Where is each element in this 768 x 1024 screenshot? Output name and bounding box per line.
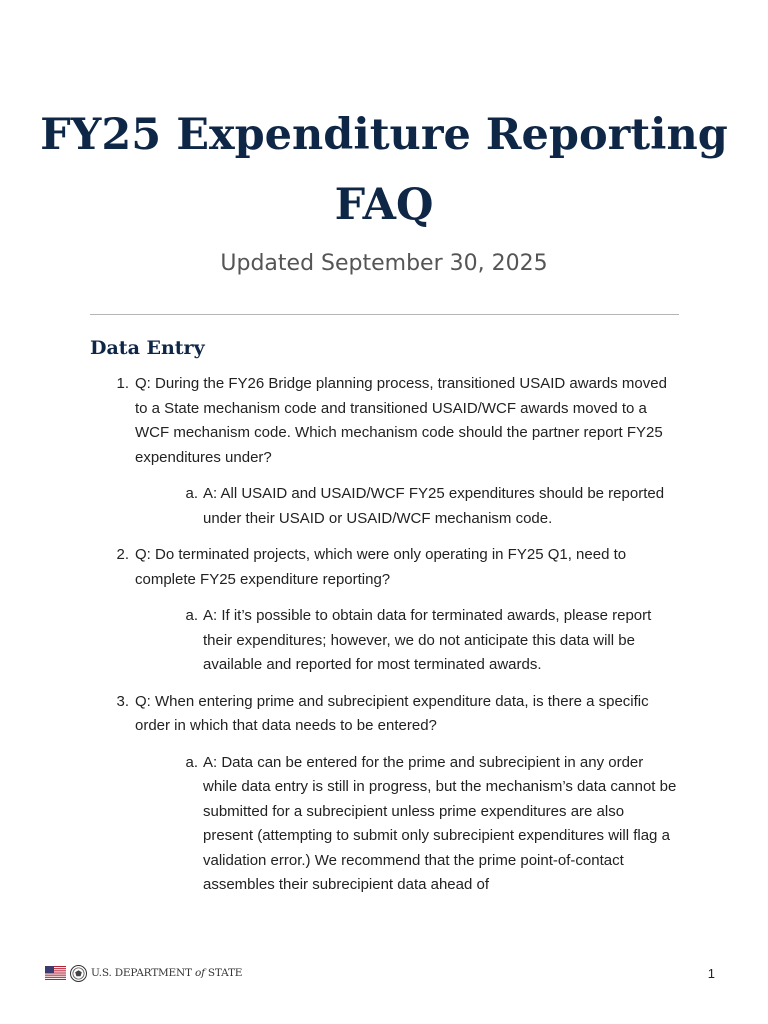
question-number: 1. bbox=[116, 375, 129, 392]
divider bbox=[90, 314, 679, 315]
question-text: Q: During the FY26 Bridge planning process, transitioned USAID awards moved to a State mechanism code and transitioned USAID/WCF awards moved to a WCF mechanism code. Which mechanism code should the partner report FY25 expenditures under? bbox=[135, 375, 667, 466]
answer-marker: a. bbox=[185, 753, 198, 771]
answer-text: A: All USAID and USAID/WCF FY25 expenditures should be reported under their USAID or USAID/WCF mechanism code. bbox=[203, 485, 665, 527]
question-text: Q: When entering prime and subrecipient expenditure data, is there a specific order in which that data needs to be entered? bbox=[135, 692, 649, 734]
document-title: FY25 Expenditure Reporting FAQ bbox=[40, 110, 728, 230]
faq-item bbox=[0, 372, 768, 531]
page-number: 1 bbox=[707, 966, 715, 981]
faq-item bbox=[0, 690, 768, 898]
faq-question bbox=[116, 543, 675, 592]
faq-question bbox=[116, 690, 675, 739]
answer-text: A: If it’s possible to obtain data for terminated awards, please report their expenditures; however, we do not anticipate this data will be available and reported for most terminated awards. bbox=[203, 607, 652, 673]
us-flag-icon bbox=[45, 966, 66, 980]
faq-question bbox=[116, 372, 675, 470]
answer-marker: a. bbox=[185, 607, 198, 624]
answer-marker: a. bbox=[185, 485, 198, 502]
answer-text: A: Data can be entered for the prime and subrecipient in any order while data entry is still in progress, but the mechanism’s data cannot be submitted for a subrecipient unless prime expenditures are also present (attempting to submit only subrecipient expenditures will flag a validation error.) We recommend that the prime point-of-contact assembles their subrecipient data ahead of bbox=[203, 753, 677, 893]
faq-item bbox=[0, 543, 768, 678]
faq-answer bbox=[185, 751, 677, 898]
section-heading: Data Entry bbox=[90, 337, 205, 359]
faq-answer bbox=[185, 604, 677, 678]
state-seal-icon bbox=[70, 965, 87, 982]
document-subtitle: Updated September 30, 2025 bbox=[220, 251, 548, 276]
faq-answer bbox=[185, 482, 677, 531]
question-number: 2. bbox=[116, 546, 129, 563]
question-number: 3. bbox=[116, 692, 129, 710]
question-text: Q: Do terminated projects, which were only operating in FY25 Q1, need to complete FY25 expenditure reporting? bbox=[135, 546, 627, 588]
department-of-state-logo bbox=[45, 963, 242, 983]
logo-text: U.S. DEPARTMENT of STATE bbox=[91, 967, 243, 979]
faq-list bbox=[0, 372, 768, 898]
